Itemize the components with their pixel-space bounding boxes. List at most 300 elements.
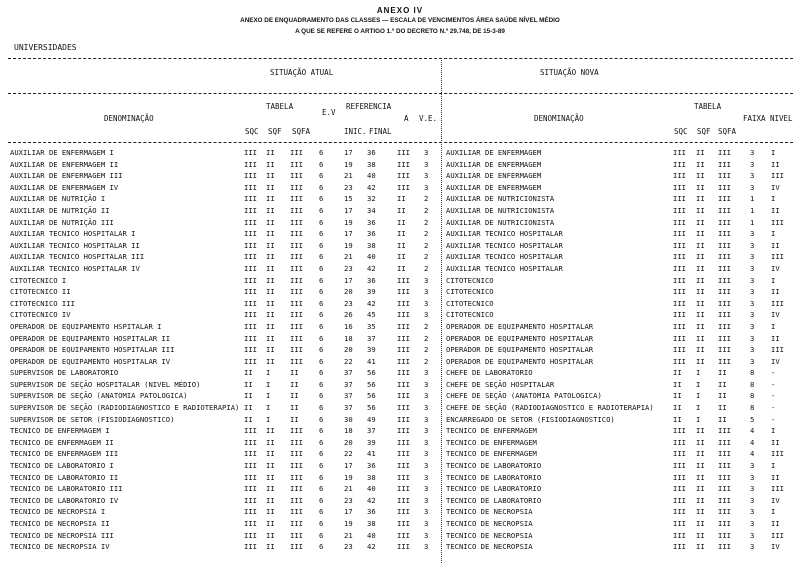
cell-sqf-atual: II — [266, 495, 275, 505]
cell-sqfa-atual: III — [290, 298, 303, 308]
cell-sqc-nova: III — [673, 240, 686, 250]
cell-ve: 3 — [424, 391, 429, 401]
table-row — [0, 321, 800, 333]
cell-faixa: 4 — [750, 426, 755, 436]
cell-denominacao-nova: OPERADOR DE EQUIPAMENTO HOSPITALAR — [446, 321, 594, 331]
cell-ev: 6 — [319, 205, 324, 215]
cell-sqf-nova: II — [696, 472, 705, 482]
cell-ev: 6 — [319, 252, 324, 262]
cell-faixa: 4 — [750, 437, 755, 447]
cell-sqc-nova: III — [673, 449, 686, 459]
cell-a: III — [397, 287, 410, 297]
cell-ref-final: 36 — [367, 275, 376, 285]
cell-sqc-atual: III — [244, 321, 257, 331]
cell-denominacao-atual: AUXILIAR TECNICO HOSPITALAR II — [10, 240, 140, 250]
cell-sqc-nova: III — [673, 530, 686, 540]
cell-nivel: II — [771, 519, 780, 528]
header-sqc-atual: SQC — [245, 127, 259, 136]
cell-a: II — [397, 240, 406, 250]
cell-ref-inicial: 21 — [344, 171, 353, 181]
cell-a: III — [397, 182, 410, 192]
cell-faixa: 3 — [750, 287, 755, 297]
cell-a: III — [397, 356, 410, 366]
table-row — [0, 437, 800, 449]
cell-denominacao-nova: TECNICO DE NECROPSIA — [446, 530, 533, 540]
cell-nivel: IV — [771, 542, 780, 552]
cell-ref-final: 38 — [367, 240, 376, 250]
cell-sqc-atual: II — [244, 391, 253, 401]
cell-sqf-nova: II — [696, 461, 705, 471]
cell-denominacao-nova: AUXILIAR DE NUTRICIONISTA — [446, 194, 555, 204]
cell-ev: 6 — [319, 159, 324, 169]
cell-ev: 6 — [319, 182, 324, 192]
cell-faixa: 1 — [750, 194, 755, 204]
cell-sqc-nova: III — [673, 252, 686, 262]
cell-ref-final: 36 — [367, 461, 376, 471]
cell-ref-inicial: 17 — [344, 461, 353, 471]
cell-nivel: IV — [771, 263, 780, 273]
cell-ev: 6 — [319, 321, 324, 331]
cell-sqc-atual: III — [244, 461, 257, 471]
cell-a: III — [397, 298, 410, 308]
cell-sqc-atual: III — [244, 437, 257, 447]
cell-ref-final: 49 — [367, 414, 376, 424]
cell-sqfa-nova: III — [718, 484, 731, 494]
header-situacao-atual: SITUAÇÃO ATUAL — [270, 68, 334, 77]
cell-sqfa-nova: III — [718, 298, 731, 308]
cell-ref-inicial: 21 — [344, 530, 353, 540]
cell-sqc-nova: III — [673, 182, 686, 192]
cell-sqc-nova: III — [673, 217, 686, 227]
cell-sqfa-nova: III — [718, 542, 731, 552]
cell-denominacao-nova: CITOTECNICO — [446, 287, 494, 297]
cell-ref-final: 42 — [367, 182, 376, 192]
cell-denominacao-nova: AUXILIAR TECNICO HOSPITALAR — [446, 240, 563, 250]
cell-faixa: 3 — [750, 507, 755, 517]
cell-sqc-atual: III — [244, 345, 257, 355]
cell-faixa: 3 — [750, 148, 755, 157]
cell-ref-inicial: 20 — [344, 345, 353, 355]
cell-ev: 6 — [319, 310, 324, 320]
cell-sqfa-nova: III — [718, 182, 731, 192]
cell-ev: 6 — [319, 263, 324, 273]
header-inic: INIC. — [344, 127, 367, 136]
cell-ev: 6 — [319, 194, 324, 204]
cell-sqc-atual: III — [244, 194, 257, 204]
cell-sqc-nova: III — [673, 356, 686, 366]
cell-ref-inicial: 18 — [344, 426, 353, 436]
table-row — [0, 182, 800, 194]
cell-sqf-atual: II — [266, 275, 275, 285]
cell-ref-inicial: 23 — [344, 182, 353, 192]
cell-denominacao-nova: AUXILIAR DE ENFERMAGEM — [446, 171, 542, 181]
cell-ref-inicial: 37 — [344, 379, 353, 389]
cell-ref-final: 35 — [367, 321, 376, 331]
cell-sqfa-nova: III — [718, 530, 731, 540]
cell-nivel: I — [771, 426, 776, 436]
cell-ve: 3 — [424, 298, 429, 308]
cell-sqfa-nova: II — [718, 391, 727, 401]
cell-sqc-nova: III — [673, 345, 686, 355]
cell-faixa: 3 — [750, 356, 755, 366]
cell-faixa: 3 — [750, 263, 755, 273]
cell-sqf-atual: II — [266, 148, 275, 157]
cell-faixa: 3 — [750, 484, 755, 494]
cell-sqf-nova: II — [696, 171, 705, 181]
cell-sqc-nova: III — [673, 229, 686, 239]
cell-sqfa-atual: III — [290, 426, 303, 436]
header-denominacao-nova: DENOMINAÇÃO — [534, 114, 584, 123]
cell-sqf-nova: II — [696, 519, 705, 528]
cell-denominacao-nova: AUXILIAR DE ENFERMAGEM — [446, 148, 542, 157]
cell-nivel: III — [771, 298, 784, 308]
cell-sqc-nova: III — [673, 287, 686, 297]
cell-ref-final: 40 — [367, 252, 376, 262]
cell-ev: 6 — [319, 414, 324, 424]
cell-sqc-atual: III — [244, 542, 257, 552]
cell-denominacao-atual: TECNICO DE NECROPSIA II — [10, 519, 110, 528]
cell-sqfa-atual: II — [290, 368, 299, 378]
cell-ref-inicial: 37 — [344, 368, 353, 378]
cell-sqf-nova: II — [696, 426, 705, 436]
cell-sqfa-atual: III — [290, 345, 303, 355]
cell-ref-inicial: 20 — [344, 437, 353, 447]
cell-sqfa-nova: III — [718, 321, 731, 331]
cell-sqfa-nova: III — [718, 217, 731, 227]
cell-ev: 6 — [319, 287, 324, 297]
cell-faixa: 8 — [750, 403, 755, 413]
cell-denominacao-atual: AUXILIAR DE ENFERMAGEM I — [10, 148, 114, 157]
cell-ref-inicial: 15 — [344, 194, 353, 204]
cell-ref-final: 42 — [367, 495, 376, 505]
cell-a: III — [397, 159, 410, 169]
cell-sqfa-nova: III — [718, 240, 731, 250]
cell-ref-final: 40 — [367, 530, 376, 540]
cell-nivel: I — [771, 229, 776, 239]
cell-sqc-atual: III — [244, 495, 257, 505]
cell-denominacao-atual: TECNICO DE LABORATORIO I — [10, 461, 114, 471]
cell-denominacao-nova: CHEFE DE SEÇÃO (RADIODIAGNOSTICO E RADIOTERAPIA) — [446, 403, 654, 413]
cell-ve: 2 — [424, 345, 429, 355]
cell-ref-final: 39 — [367, 437, 376, 447]
cell-sqc-nova: II — [673, 391, 682, 401]
cell-denominacao-nova: CHEFE DE SEÇÃO (ANATOMIA PATOLOGICA) — [446, 391, 602, 401]
cell-sqfa-nova: III — [718, 252, 731, 262]
cell-sqc-atual: III — [244, 519, 257, 528]
cell-sqc-atual: III — [244, 298, 257, 308]
cell-denominacao-nova: TECNICO DE LABORATORIO — [446, 461, 542, 471]
cell-a: III — [397, 542, 410, 552]
cell-sqf-atual: I — [266, 414, 271, 424]
cell-nivel: III — [771, 449, 784, 459]
cell-sqc-nova: III — [673, 519, 686, 528]
cell-denominacao-atual: TECNICO DE ENFERMAGEM I — [10, 426, 110, 436]
cell-nivel: I — [771, 507, 776, 517]
cell-ve: 2 — [424, 333, 429, 343]
cell-sqf-atual: I — [266, 368, 271, 378]
cell-sqf-nova: II — [696, 287, 705, 297]
cell-faixa: 3 — [750, 310, 755, 320]
header-sqc-nova: SQC — [674, 127, 688, 136]
cell-sqf-atual: II — [266, 159, 275, 169]
cell-a: II — [397, 217, 406, 227]
cell-sqfa-nova: III — [718, 437, 731, 447]
cell-sqf-nova: II — [696, 495, 705, 505]
cell-denominacao-atual: TECNICO DE ENFERMAGEM III — [10, 449, 119, 459]
cell-nivel: IV — [771, 495, 780, 505]
cell-ve: 3 — [424, 449, 429, 459]
cell-denominacao-atual: TECNICO DE LABORATORIO IV — [10, 495, 119, 505]
cell-a: III — [397, 484, 410, 494]
cell-sqf-atual: II — [266, 472, 275, 482]
cell-ref-final: 37 — [367, 333, 376, 343]
cell-nivel: III — [771, 171, 784, 181]
cell-sqfa-atual: III — [290, 507, 303, 517]
cell-denominacao-atual: AUXILIAR DE ENFERMAGEM III — [10, 171, 123, 181]
cell-sqfa-atual: III — [290, 530, 303, 540]
cell-a: III — [397, 379, 410, 389]
cell-nivel: I — [771, 148, 776, 157]
cell-sqc-atual: III — [244, 217, 257, 227]
cell-sqf-atual: II — [266, 298, 275, 308]
cell-ref-final: 39 — [367, 345, 376, 355]
cell-sqf-atual: II — [266, 217, 275, 227]
table-row — [0, 205, 800, 217]
cell-sqfa-nova: II — [718, 403, 727, 413]
cell-nivel: - — [771, 368, 776, 378]
cell-ve: 2 — [424, 356, 429, 366]
cell-ref-inicial: 19 — [344, 519, 353, 528]
cell-sqf-nova: II — [696, 159, 705, 169]
cell-sqc-nova: III — [673, 426, 686, 436]
header-sqf-atual: SQF — [268, 127, 282, 136]
cell-a: III — [397, 426, 410, 436]
cell-denominacao-atual: SUPERVISOR DE SEÇÃO (RADIODIAGNOSTICO E RADIOTERAPIA) — [10, 403, 240, 413]
cell-nivel: II — [771, 333, 780, 343]
table-row — [0, 275, 800, 287]
cell-ve: 3 — [424, 530, 429, 540]
cell-sqfa-nova: III — [718, 159, 731, 169]
cell-a: III — [397, 403, 410, 413]
cell-faixa: 3 — [750, 542, 755, 552]
cell-a: II — [397, 205, 406, 215]
cell-sqfa-atual: II — [290, 403, 299, 413]
cell-sqf-nova: II — [696, 356, 705, 366]
table-row — [0, 414, 800, 426]
cell-sqf-nova: I — [696, 379, 701, 389]
cell-nivel: II — [771, 240, 780, 250]
cell-sqc-atual: III — [244, 205, 257, 215]
cell-a: III — [397, 461, 410, 471]
cell-ev: 6 — [319, 379, 324, 389]
cell-ev: 6 — [319, 461, 324, 471]
cell-ref-inicial: 23 — [344, 263, 353, 273]
cell-ref-final: 39 — [367, 287, 376, 297]
table-row — [0, 402, 800, 414]
cell-faixa: 3 — [750, 229, 755, 239]
cell-nivel: - — [771, 391, 776, 401]
cell-sqc-nova: II — [673, 403, 682, 413]
cell-sqfa-atual: III — [290, 484, 303, 494]
cell-sqfa-atual: III — [290, 461, 303, 471]
cell-denominacao-nova: AUXILIAR TECNICO HOSPITALAR — [446, 252, 563, 262]
cell-ref-final: 41 — [367, 356, 376, 366]
cell-sqf-atual: I — [266, 391, 271, 401]
cell-sqfa-atual: III — [290, 148, 303, 157]
cell-sqc-atual: III — [244, 229, 257, 239]
cell-sqc-nova: III — [673, 495, 686, 505]
cell-ev: 6 — [319, 472, 324, 482]
cell-faixa: 3 — [750, 252, 755, 262]
cell-ref-final: 42 — [367, 542, 376, 552]
header-faixa: FAIXA — [743, 114, 766, 123]
cell-faixa: 3 — [750, 159, 755, 169]
cell-nivel: II — [771, 205, 780, 215]
cell-ev: 6 — [319, 507, 324, 517]
cell-nivel: III — [771, 345, 784, 355]
cell-ref-inicial: 37 — [344, 391, 353, 401]
cell-sqfa-nova: III — [718, 519, 731, 528]
header-sqf-nova: SQF — [697, 127, 711, 136]
cell-ev: 6 — [319, 298, 324, 308]
cell-sqf-nova: I — [696, 414, 701, 424]
cell-ref-final: 56 — [367, 379, 376, 389]
table-row — [0, 298, 800, 310]
cell-sqf-nova: II — [696, 148, 705, 157]
header-nivel: NIVEL — [770, 114, 793, 123]
cell-sqfa-atual: III — [290, 171, 303, 181]
table-row — [0, 263, 800, 275]
table-row — [0, 228, 800, 240]
cell-sqfa-nova: III — [718, 287, 731, 297]
cell-a: III — [397, 391, 410, 401]
cell-nivel: II — [771, 472, 780, 482]
cell-a: III — [397, 368, 410, 378]
cell-ev: 6 — [319, 449, 324, 459]
cell-sqfa-atual: III — [290, 287, 303, 297]
cell-sqfa-atual: III — [290, 194, 303, 204]
cell-sqf-nova: II — [696, 217, 705, 227]
table-row — [0, 286, 800, 298]
cell-ref-final: 41 — [367, 449, 376, 459]
table-row — [0, 379, 800, 391]
cell-sqfa-nova: III — [718, 194, 731, 204]
cell-sqc-nova: III — [673, 461, 686, 471]
cell-sqfa-atual: III — [290, 205, 303, 215]
cell-sqf-atual: II — [266, 205, 275, 215]
cell-ref-final: 34 — [367, 205, 376, 215]
cell-ref-final: 38 — [367, 472, 376, 482]
cell-sqf-nova: II — [696, 229, 705, 239]
cell-denominacao-atual: TECNICO DE NECROPSIA III — [10, 530, 114, 540]
cell-denominacao-nova: TECNICO DE LABORATORIO — [446, 484, 542, 494]
cell-sqc-nova: III — [673, 310, 686, 320]
cell-sqf-atual: II — [266, 287, 275, 297]
cell-sqfa-nova: III — [718, 461, 731, 471]
cell-sqf-nova: II — [696, 263, 705, 273]
cell-sqc-nova: II — [673, 414, 682, 424]
cell-sqc-atual: III — [244, 263, 257, 273]
cell-nivel: - — [771, 403, 776, 413]
cell-ref-inicial: 30 — [344, 414, 353, 424]
cell-sqfa-atual: II — [290, 379, 299, 389]
cell-sqf-atual: II — [266, 345, 275, 355]
cell-ev: 6 — [319, 530, 324, 540]
cell-ref-inicial: 19 — [344, 159, 353, 169]
cell-sqf-atual: II — [266, 252, 275, 262]
cell-ve: 2 — [424, 252, 429, 262]
header-bottom-border — [8, 142, 793, 143]
cell-sqf-nova: II — [696, 298, 705, 308]
cell-denominacao-nova: AUXILIAR DE NUTRICIONISTA — [446, 217, 555, 227]
cell-nivel: I — [771, 321, 776, 331]
cell-sqf-nova: II — [696, 507, 705, 517]
table-row — [0, 367, 800, 379]
cell-ev: 6 — [319, 484, 324, 494]
cell-sqc-nova: III — [673, 507, 686, 517]
cell-denominacao-nova: CITOTECNICO — [446, 298, 494, 308]
header-sqfa-atual: SQFA — [292, 127, 311, 136]
cell-ref-final: 32 — [367, 194, 376, 204]
cell-a: II — [397, 194, 406, 204]
cell-denominacao-nova: TECNICO DE ENFERMAGEM — [446, 426, 537, 436]
cell-nivel: I — [771, 194, 776, 204]
cell-ref-inicial: 26 — [344, 310, 353, 320]
cell-ev: 6 — [319, 217, 324, 227]
cell-sqf-nova: II — [696, 240, 705, 250]
cell-ref-final: 42 — [367, 263, 376, 273]
cell-a: III — [397, 414, 410, 424]
cell-ve: 3 — [424, 519, 429, 528]
cell-ev: 6 — [319, 542, 324, 552]
cell-faixa: 8 — [750, 368, 755, 378]
cell-sqfa-nova: III — [718, 345, 731, 355]
cell-sqc-atual: III — [244, 275, 257, 285]
cell-nivel: III — [771, 252, 784, 262]
cell-ve: 3 — [424, 287, 429, 297]
cell-sqfa-nova: III — [718, 263, 731, 273]
cell-sqfa-nova: II — [718, 379, 727, 389]
cell-faixa: 1 — [750, 217, 755, 227]
cell-sqf-nova: II — [696, 437, 705, 447]
cell-ve: 3 — [424, 437, 429, 447]
cell-a: II — [397, 263, 406, 273]
cell-denominacao-nova: TECNICO DE LABORATORIO — [446, 495, 542, 505]
cell-a: III — [397, 148, 410, 157]
cell-faixa: 3 — [750, 345, 755, 355]
cell-sqc-nova: III — [673, 484, 686, 494]
cell-sqc-nova: II — [673, 368, 682, 378]
cell-ve: 3 — [424, 182, 429, 192]
cell-denominacao-atual: AUXILIAR DE ENFERMAGEM II — [10, 159, 119, 169]
cell-denominacao-nova: TECNICO DE ENFERMAGEM — [446, 437, 537, 447]
cell-ev: 6 — [319, 229, 324, 239]
cell-nivel: I — [771, 275, 776, 285]
cell-sqfa-atual: II — [290, 391, 299, 401]
cell-ref-inicial: 17 — [344, 148, 353, 157]
cell-faixa: 3 — [750, 472, 755, 482]
cell-a: III — [397, 507, 410, 517]
cell-ev: 6 — [319, 495, 324, 505]
cell-ev: 6 — [319, 148, 324, 157]
table-body — [0, 147, 800, 553]
cell-ref-inicial: 18 — [344, 333, 353, 343]
cell-ref-inicial: 19 — [344, 472, 353, 482]
cell-ev: 6 — [319, 240, 324, 250]
cell-sqf-nova: I — [696, 403, 701, 413]
cell-faixa: 3 — [750, 530, 755, 540]
cell-ref-final: 36 — [367, 507, 376, 517]
